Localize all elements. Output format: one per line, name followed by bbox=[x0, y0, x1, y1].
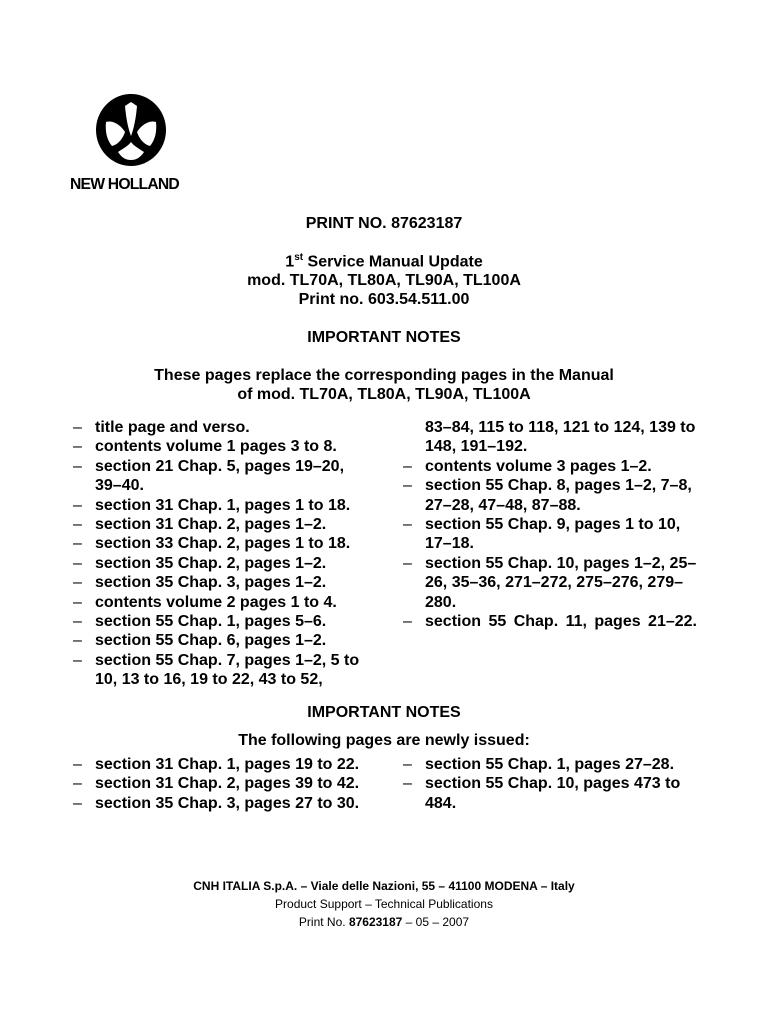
list-item: – section 21 Chap. 5, pages 19–20, 39–40. bbox=[73, 457, 345, 495]
brand-wordmark: NEW HOLLAND bbox=[70, 176, 179, 193]
important-notes-heading-2: IMPORTANT NOTES bbox=[307, 704, 461, 721]
important-notes-heading: IMPORTANT NOTES bbox=[307, 329, 461, 347]
list-item: – section 55 Chap. 9, pages 1 to 10, 17–18. bbox=[403, 516, 681, 553]
notes-intro-line-1: These pages replace the corresponding pages in the Manual bbox=[154, 367, 614, 385]
list-item: – section 31 Chap. 2, pages 39 to 42. bbox=[73, 775, 360, 793]
list-item: – section 55 Chap. 11, pages 21–22. bbox=[403, 613, 697, 631]
list-item: – section 35 Chap. 3, pages 27 to 30. bbox=[73, 794, 360, 812]
replaced-pages-right bbox=[403, 418, 697, 631]
list-item: – section 35 Chap. 2, pages 1–2. bbox=[73, 554, 327, 572]
list-item: – section 55 Chap. 1, pages 5–6. bbox=[73, 613, 327, 631]
list-item-continuation: 83–84, 115 to 118, 121 to 124, 139 to 148, 191–192. bbox=[425, 419, 696, 456]
list-item: – section 55 Chap. 1, pages 27–28. bbox=[403, 756, 675, 773]
replaced-pages-left bbox=[73, 418, 369, 690]
list-item: – contents volume 1 pages 3 to 8. bbox=[73, 438, 337, 456]
footer-company: CNH ITALIA S.p.A. – Viale delle Nazioni, 55 – 41100 MODENA – Italy bbox=[193, 879, 575, 893]
new-holland-leaf-icon bbox=[94, 92, 168, 168]
print-reference: Print no. 603.54.511.00 bbox=[298, 291, 470, 309]
list-item: – section 55 Chap. 6, pages 1–2. bbox=[73, 632, 327, 650]
list-item: – section 31 Chap. 2, pages 1–2. bbox=[73, 516, 327, 534]
footer-print-line: Print No. 87623187 – 05 – 2007 bbox=[298, 915, 470, 929]
list-item: – section 55 Chap. 10, pages 473 to 484. bbox=[403, 775, 681, 812]
footer-department: Product Support – Technical Publications bbox=[275, 897, 493, 911]
footer bbox=[0, 877, 768, 931]
print-number-heading: PRINT NO. 87623187 bbox=[305, 215, 463, 232]
list-item: – section 55 Chap. 10, pages 1–2, 25–26, 35–36, 271–272, 275–276, 279–280. bbox=[403, 554, 697, 611]
new-pages-block bbox=[0, 703, 768, 750]
list-item: – contents volume 2 pages 1 to 4. bbox=[73, 593, 337, 611]
list-item: – section 33 Chap. 2, pages 1 to 18. bbox=[73, 535, 351, 553]
new-pages-intro: The following pages are newly issued: bbox=[238, 732, 530, 749]
new-pages-left bbox=[73, 755, 369, 813]
list-item: – section 55 Chap. 7, pages 1–2, 5 to 10, 13 to 16, 19 to 22, 43 to 52, bbox=[73, 651, 360, 689]
list-item: – section 35 Chap. 3, pages 1–2. bbox=[73, 574, 327, 592]
logo bbox=[70, 92, 194, 194]
list-item: – title page and verso. bbox=[73, 419, 250, 436]
list-item: – section 31 Chap. 1, pages 1 to 18. bbox=[73, 496, 351, 514]
list-item: – contents volume 3 pages 1–2. bbox=[403, 457, 652, 475]
update-title: 1st Service Manual Update bbox=[285, 252, 483, 271]
list-item: – section 55 Chap. 8, pages 1–2, 7–8, 27–28, 47–48, 87–88. bbox=[403, 477, 692, 514]
title-block bbox=[0, 214, 768, 404]
notes-intro-line-2: of mod. TL70A, TL80A, TL90A, TL100A bbox=[237, 386, 531, 404]
new-pages-right bbox=[403, 755, 697, 813]
list-item: – section 31 Chap. 1, pages 19 to 22. bbox=[73, 756, 360, 773]
models-line: mod. TL70A, TL80A, TL90A, TL100A bbox=[247, 272, 521, 290]
